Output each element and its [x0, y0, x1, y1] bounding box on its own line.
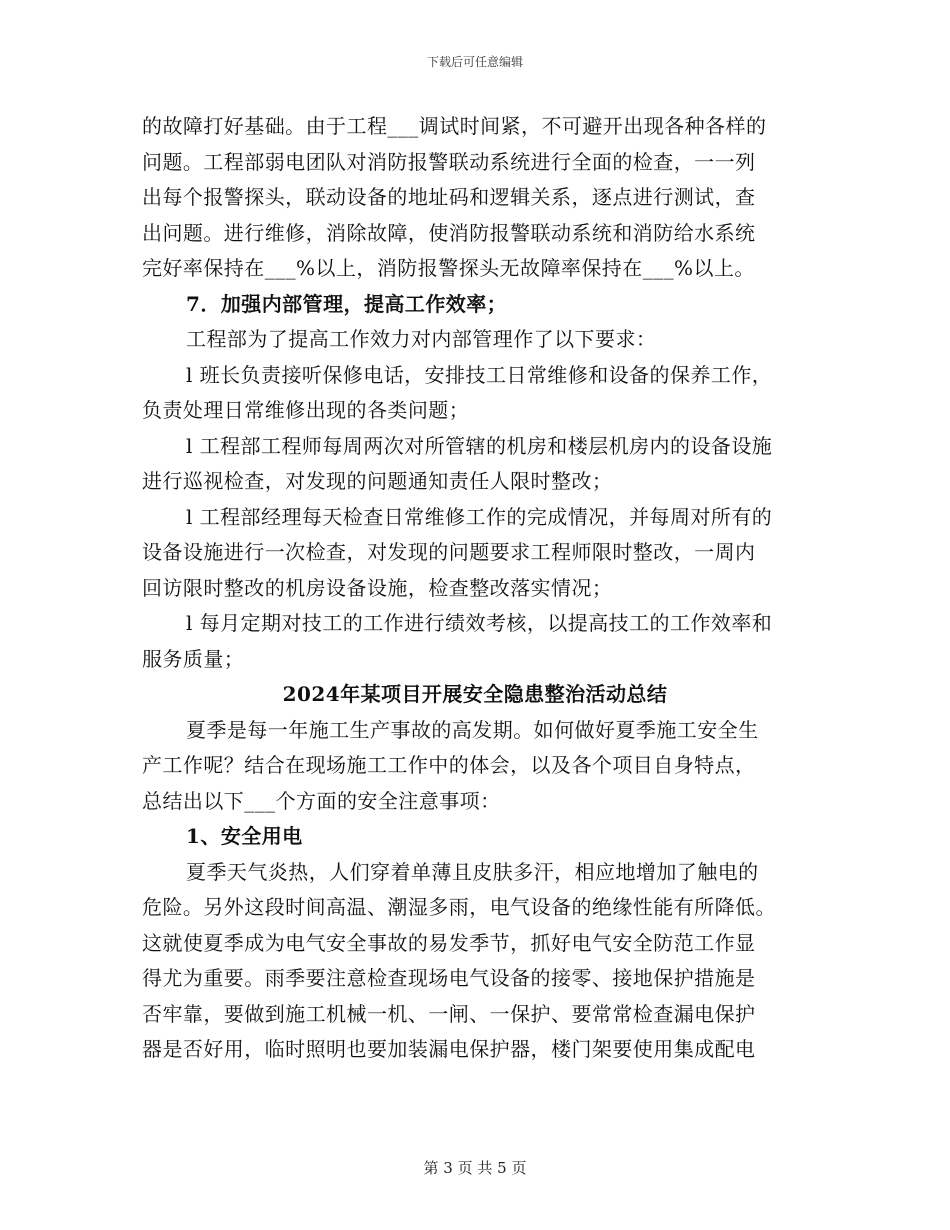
section-title: 2024年某项目开展安全隐患整治活动总结: [282, 682, 668, 706]
paragraph-line: 总结出以下___个方面的安全注意事项：: [142, 788, 501, 813]
paragraph-line: 出每个报警探头，联动设备的地址码和逻辑关系，逐点进行测试，查: [142, 185, 756, 209]
document-body: [142, 109, 808, 1068]
paragraph-line: 工程部为了提高工作效力对内部管理作了以下要求：: [186, 327, 657, 351]
paragraph-line: 的故障打好基础。由于工程___调试时间紧，不可避开出现各种各样的: [142, 114, 767, 138]
paragraph-line: 完好率保持在___%以上，消防报警探头无故障率保持在___%以上。: [142, 256, 755, 280]
paragraph-line: 服务质量；: [142, 646, 245, 671]
paragraph-line: 产工作呢？结合在现场施工工作中的体会，以及各个项目自身特点，: [142, 753, 756, 777]
paragraph-line: l 工程部经理每天检查日常维修工作的完成情况，并每周对所有的: [186, 504, 773, 529]
page-header: 下载后可任意编辑: [426, 55, 523, 69]
section-heading: 1、安全用电: [186, 824, 303, 848]
paragraph-line: 这就使夏季成为电气安全事故的易发季节，抓好电气安全防范工作显: [142, 930, 756, 955]
paragraph-line: 进行巡视检查，对发现的问题通知责任人限时整改；: [142, 469, 613, 493]
paragraph-line: 出问题。进行维修，消除故障，使消防报警联动系统和消防给水系统: [142, 220, 756, 245]
paragraph-line: 得尤为重要。雨季要注意检查现场电气设备的接零、接地保护措施是: [142, 966, 756, 990]
paragraph-line: 问题。工程部弱电团队对消防报警联动系统进行全面的检查，一一列: [142, 149, 756, 174]
paragraph-line: 设备设施进行一次检查，对发现的问题要求工程师限时整改，一周内: [142, 540, 756, 564]
page-footer: 第 3 页 共 5 页: [423, 1159, 527, 1177]
paragraph-line: 夏季天气炎热，人们穿着单薄且皮肤多汗，相应地增加了触电的: [186, 859, 759, 884]
paragraph-line: 回访限时整改的机房设备设施，检查整改落实情况；: [142, 575, 613, 600]
paragraph-line: l 每月定期对技工的工作进行绩效考核，以提高技工的工作效率和: [186, 611, 773, 635]
paragraph-line: l 工程部工程师每周两次对所管辖的机房和楼层机房内的设备设施: [186, 433, 773, 458]
paragraph-line: l 班长负责接听保修电话，安排技工日常维修和设备的保养工作，: [186, 362, 773, 387]
paragraph-line: 负责处理日常维修出现的各类问题；: [142, 398, 470, 422]
section-heading: 7．加强内部管理，提高工作效率；: [186, 291, 508, 316]
paragraph-line: 夏季是每一年施工生产事故的高发期。如何做好夏季施工安全生: [186, 717, 759, 742]
paragraph-line: 器是否好用，临时照明也要加装漏电保护器，楼门架要使用集成配电: [142, 1037, 756, 1061]
paragraph-line: 否牢靠，要做到施工机械一机、一闸、一保护、要常常检查漏电保护: [142, 1001, 756, 1026]
paragraph-line: 危险。另外这段时间高温、潮湿多雨，电气设备的绝缘性能有所降低。: [142, 895, 776, 919]
